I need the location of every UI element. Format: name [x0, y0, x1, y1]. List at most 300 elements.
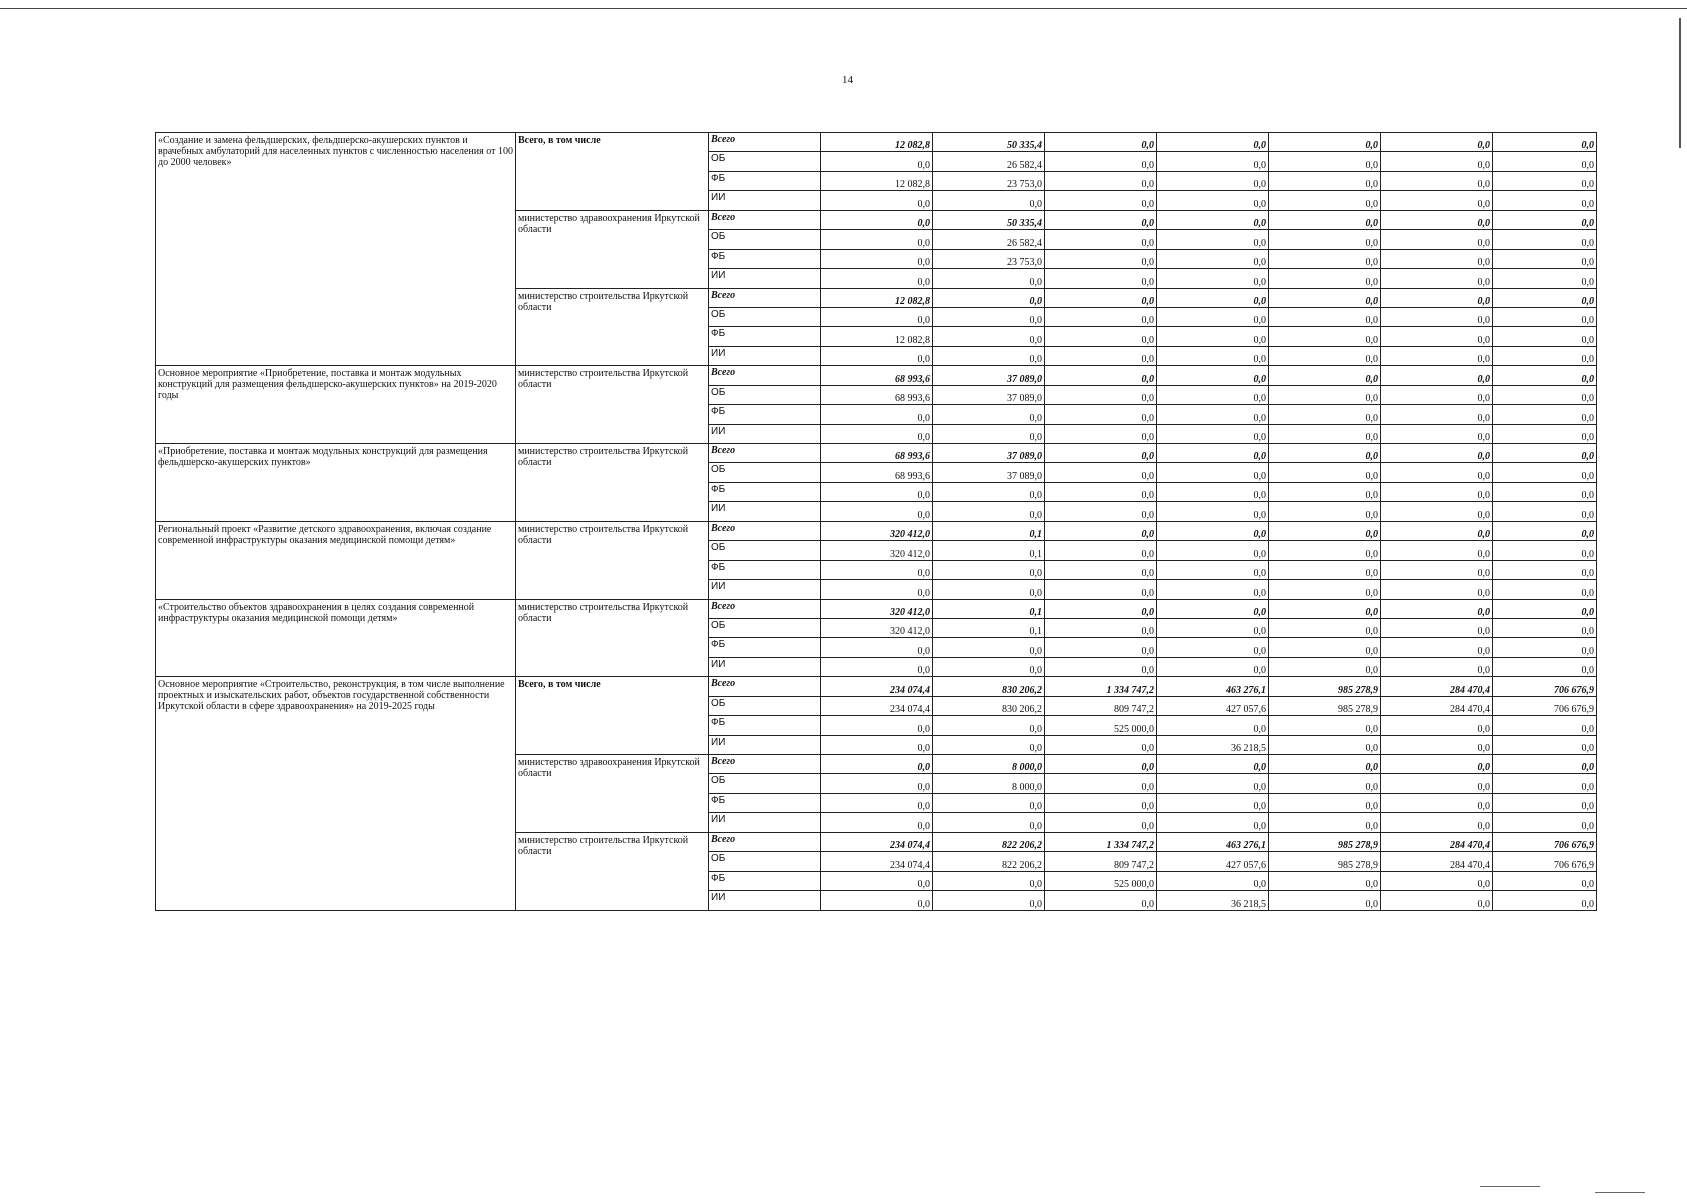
value-cell: 0,0 — [1381, 307, 1493, 326]
value-cell: 320 412,0 — [821, 521, 933, 540]
value-cell: 0,0 — [1493, 366, 1597, 385]
measure-name: Региональный проект «Развитие детского здравоохранения, включая создание современной инфраструктуры оказания медицинской помощи детям» — [156, 521, 516, 599]
value-cell: 0,0 — [1493, 269, 1597, 288]
value-cell: 0,0 — [1269, 230, 1381, 249]
value-cell: 0,0 — [1045, 502, 1157, 521]
value-cell: 0,0 — [1045, 657, 1157, 676]
value-cell: 0,0 — [1381, 230, 1493, 249]
value-cell: 50 335,4 — [933, 133, 1045, 152]
value-cell: 822 206,2 — [933, 852, 1045, 871]
value-cell: 0,0 — [1269, 405, 1381, 424]
value-cell: 0,0 — [1493, 424, 1597, 443]
value-cell: 0,0 — [1045, 793, 1157, 812]
value-cell: 0,0 — [1381, 210, 1493, 229]
scan-right-edge — [1679, 18, 1681, 148]
value-cell: 0,0 — [1493, 230, 1597, 249]
value-cell: 830 206,2 — [933, 677, 1045, 696]
value-cell: 0,0 — [1493, 560, 1597, 579]
value-cell: 0,0 — [933, 657, 1045, 676]
value-cell: 37 089,0 — [933, 444, 1045, 463]
scan-artifact — [1595, 1192, 1645, 1193]
value-cell: 985 278,9 — [1269, 852, 1381, 871]
value-cell: 0,0 — [1381, 793, 1493, 812]
value-cell: 0,0 — [1157, 269, 1269, 288]
value-cell: 0,0 — [1157, 230, 1269, 249]
value-cell: 0,0 — [1269, 444, 1381, 463]
value-cell: 0,0 — [1045, 755, 1157, 774]
executor-cell: министерство здравоохранения Иркутской области — [516, 755, 709, 833]
value-cell: 0,0 — [1269, 502, 1381, 521]
value-cell: 0,0 — [1157, 774, 1269, 793]
value-cell: 0,0 — [1381, 560, 1493, 579]
value-cell: 0,0 — [1157, 307, 1269, 326]
value-cell: 706 676,9 — [1493, 677, 1597, 696]
value-cell: 68 993,6 — [821, 463, 933, 482]
value-cell: 0,0 — [1493, 249, 1597, 268]
value-cell: 0,0 — [1157, 482, 1269, 501]
value-cell: 0,0 — [821, 405, 933, 424]
funding-source: ОБ — [709, 230, 821, 249]
value-cell: 0,0 — [1269, 657, 1381, 676]
value-cell: 0,0 — [1493, 638, 1597, 657]
executor-cell: министерство строительства Иркутской области — [516, 444, 709, 522]
value-cell: 0,0 — [1157, 346, 1269, 365]
value-cell: 0,0 — [933, 482, 1045, 501]
measure-name: «Создание и замена фельдшерских, фельдшерско-акушерских пунктов и врачебных амбулаторий для населенных пунктов с численностью населения от 100 до 2000 человек» — [156, 133, 516, 366]
value-cell: 0,0 — [821, 793, 933, 812]
table-row-total — [156, 599, 1597, 618]
value-cell: 0,0 — [1493, 288, 1597, 307]
value-cell: 0,0 — [933, 793, 1045, 812]
value-cell: 0,0 — [1045, 191, 1157, 210]
value-cell: 37 089,0 — [933, 366, 1045, 385]
value-cell: 0,0 — [821, 638, 933, 657]
value-cell: 0,0 — [821, 871, 933, 890]
value-cell: 0,0 — [1381, 871, 1493, 890]
value-cell: 8 000,0 — [933, 755, 1045, 774]
value-cell: 0,0 — [1269, 463, 1381, 482]
value-cell: 0,0 — [1493, 171, 1597, 190]
value-cell: 0,0 — [1157, 599, 1269, 618]
value-cell: 0,0 — [1381, 424, 1493, 443]
value-cell: 0,0 — [1269, 191, 1381, 210]
value-cell: 0,0 — [1381, 444, 1493, 463]
value-cell: 0,0 — [933, 307, 1045, 326]
value-cell: 0,0 — [1269, 327, 1381, 346]
value-cell: 0,0 — [1045, 269, 1157, 288]
value-cell: 0,0 — [1493, 463, 1597, 482]
value-cell: 0,0 — [1381, 405, 1493, 424]
value-cell: 0,0 — [1381, 618, 1493, 637]
value-cell: 0,0 — [1269, 793, 1381, 812]
value-cell: 0,0 — [1045, 133, 1157, 152]
value-cell: 0,0 — [1045, 424, 1157, 443]
value-cell: 0,0 — [1045, 774, 1157, 793]
value-cell: 0,0 — [1157, 424, 1269, 443]
value-cell: 0,0 — [1381, 346, 1493, 365]
value-cell: 0,0 — [1381, 133, 1493, 152]
value-cell: 706 676,9 — [1493, 696, 1597, 715]
scan-artifact — [1480, 1186, 1540, 1187]
value-cell: 0,0 — [821, 249, 933, 268]
value-cell: 809 747,2 — [1045, 696, 1157, 715]
value-cell: 985 278,9 — [1269, 677, 1381, 696]
value-cell: 0,0 — [821, 230, 933, 249]
value-cell: 0,0 — [1493, 871, 1597, 890]
value-cell: 234 074,4 — [821, 852, 933, 871]
value-cell: 0,0 — [1493, 580, 1597, 599]
funding-source: Всего — [709, 288, 821, 307]
value-cell: 0,0 — [933, 871, 1045, 890]
value-cell: 0,0 — [933, 638, 1045, 657]
value-cell: 0,0 — [821, 210, 933, 229]
measure-name: Основное мероприятие «Приобретение, поставка и монтаж модульных конструкций для размещения фельдшерско-акушерских пунктов» на 2019-2020 годы — [156, 366, 516, 444]
value-cell: 0,0 — [1493, 444, 1597, 463]
value-cell: 0,0 — [1157, 813, 1269, 832]
value-cell: 0,0 — [1157, 133, 1269, 152]
value-cell: 234 074,4 — [821, 696, 933, 715]
value-cell: 0,0 — [933, 288, 1045, 307]
value-cell: 0,0 — [1269, 152, 1381, 171]
value-cell: 0,0 — [1381, 891, 1493, 910]
value-cell: 0,0 — [1269, 307, 1381, 326]
value-cell: 0,0 — [1157, 288, 1269, 307]
value-cell: 0,0 — [821, 716, 933, 735]
value-cell: 0,0 — [1493, 502, 1597, 521]
value-cell: 0,0 — [821, 424, 933, 443]
funding-source: ФБ — [709, 327, 821, 346]
executor-cell: министерство строительства Иркутской области — [516, 832, 709, 910]
value-cell: 0,0 — [821, 346, 933, 365]
value-cell: 0,0 — [933, 346, 1045, 365]
value-cell: 0,0 — [1381, 152, 1493, 171]
value-cell: 0,0 — [1157, 366, 1269, 385]
value-cell: 36 218,5 — [1157, 735, 1269, 754]
value-cell: 0,0 — [1493, 891, 1597, 910]
table-row-total — [156, 677, 1597, 696]
value-cell: 0,0 — [1269, 482, 1381, 501]
budget-table — [155, 132, 1597, 911]
value-cell: 0,0 — [1269, 813, 1381, 832]
value-cell: 0,0 — [1493, 152, 1597, 171]
funding-source: ОБ — [709, 385, 821, 404]
funding-source: ФБ — [709, 171, 821, 190]
table-row-total — [156, 444, 1597, 463]
value-cell: 0,0 — [1493, 716, 1597, 735]
value-cell: 985 278,9 — [1269, 696, 1381, 715]
value-cell: 0,0 — [1157, 191, 1269, 210]
value-cell: 0,0 — [1493, 191, 1597, 210]
value-cell: 0,0 — [933, 580, 1045, 599]
value-cell: 0,0 — [821, 891, 933, 910]
funding-source: ФБ — [709, 560, 821, 579]
value-cell: 0,0 — [1157, 405, 1269, 424]
value-cell: 12 082,8 — [821, 288, 933, 307]
value-cell: 37 089,0 — [933, 385, 1045, 404]
value-cell: 0,0 — [1381, 482, 1493, 501]
value-cell: 0,0 — [821, 269, 933, 288]
value-cell: 0,0 — [1493, 346, 1597, 365]
value-cell: 0,0 — [1269, 580, 1381, 599]
value-cell: 0,0 — [1269, 269, 1381, 288]
value-cell: 0,0 — [1381, 755, 1493, 774]
value-cell: 0,0 — [1381, 541, 1493, 560]
value-cell: 0,0 — [1381, 463, 1493, 482]
executor-cell: Всего, в том числе — [516, 677, 709, 755]
value-cell: 0,0 — [1157, 171, 1269, 190]
value-cell: 1 334 747,2 — [1045, 832, 1157, 851]
value-cell: 0,0 — [1157, 210, 1269, 229]
value-cell: 0,0 — [1045, 210, 1157, 229]
value-cell: 0,0 — [1045, 482, 1157, 501]
funding-source: ИИ — [709, 346, 821, 365]
value-cell: 0,0 — [1269, 210, 1381, 229]
value-cell: 0,0 — [1045, 521, 1157, 540]
funding-source: ФБ — [709, 482, 821, 501]
value-cell: 284 470,4 — [1381, 852, 1493, 871]
value-cell: 0,0 — [1493, 735, 1597, 754]
value-cell: 320 412,0 — [821, 618, 933, 637]
funding-source: ОБ — [709, 618, 821, 637]
value-cell: 8 000,0 — [933, 774, 1045, 793]
value-cell: 320 412,0 — [821, 541, 933, 560]
value-cell: 0,0 — [1269, 541, 1381, 560]
executor-cell: министерство строительства Иркутской области — [516, 521, 709, 599]
value-cell: 0,0 — [1493, 482, 1597, 501]
value-cell: 0,0 — [1269, 521, 1381, 540]
funding-source: ИИ — [709, 891, 821, 910]
value-cell: 0,0 — [1493, 599, 1597, 618]
value-cell: 0,0 — [1269, 249, 1381, 268]
value-cell: 0,0 — [1045, 288, 1157, 307]
value-cell: 0,0 — [1269, 638, 1381, 657]
funding-source: ОБ — [709, 307, 821, 326]
value-cell: 68 993,6 — [821, 444, 933, 463]
value-cell: 0,0 — [1157, 580, 1269, 599]
funding-source: ФБ — [709, 249, 821, 268]
value-cell: 706 676,9 — [1493, 832, 1597, 851]
value-cell: 0,0 — [1045, 249, 1157, 268]
value-cell: 0,0 — [1045, 307, 1157, 326]
value-cell: 0,0 — [821, 482, 933, 501]
value-cell: 0,0 — [821, 735, 933, 754]
value-cell: 1 334 747,2 — [1045, 677, 1157, 696]
value-cell: 0,0 — [1493, 405, 1597, 424]
value-cell: 0,0 — [1045, 346, 1157, 365]
value-cell: 0,0 — [821, 307, 933, 326]
value-cell: 0,0 — [821, 580, 933, 599]
value-cell: 284 470,4 — [1381, 696, 1493, 715]
value-cell: 0,0 — [1045, 405, 1157, 424]
funding-source: ОБ — [709, 541, 821, 560]
executor-cell: министерство строительства Иркутской области — [516, 599, 709, 677]
page-number: 14 — [842, 74, 853, 86]
measure-name: «Приобретение, поставка и монтаж модульных конструкций для размещения фельдшерско-акушерских пунктов» — [156, 444, 516, 522]
value-cell: 0,0 — [1493, 774, 1597, 793]
value-cell: 463 276,1 — [1157, 677, 1269, 696]
value-cell: 0,0 — [933, 424, 1045, 443]
executor-cell: Всего, в том числе — [516, 133, 709, 211]
value-cell: 284 470,4 — [1381, 832, 1493, 851]
funding-source: Всего — [709, 677, 821, 696]
value-cell: 0,1 — [933, 521, 1045, 540]
value-cell: 0,0 — [1157, 327, 1269, 346]
value-cell: 0,0 — [933, 327, 1045, 346]
value-cell: 0,0 — [821, 560, 933, 579]
value-cell: 525 000,0 — [1045, 716, 1157, 735]
executor-cell: министерство здравоохранения Иркутской области — [516, 210, 709, 288]
funding-source: ОБ — [709, 696, 821, 715]
value-cell: 0,0 — [1381, 735, 1493, 754]
value-cell: 23 753,0 — [933, 171, 1045, 190]
value-cell: 0,0 — [1269, 774, 1381, 793]
funding-source: Всего — [709, 755, 821, 774]
value-cell: 0,0 — [1269, 133, 1381, 152]
value-cell: 0,0 — [1381, 171, 1493, 190]
funding-source: ФБ — [709, 638, 821, 657]
value-cell: 12 082,8 — [821, 171, 933, 190]
value-cell: 0,0 — [933, 269, 1045, 288]
funding-source: ИИ — [709, 269, 821, 288]
value-cell: 0,0 — [933, 891, 1045, 910]
funding-source: Всего — [709, 444, 821, 463]
value-cell: 0,0 — [1157, 541, 1269, 560]
value-cell: 830 206,2 — [933, 696, 1045, 715]
value-cell: 427 057,6 — [1157, 852, 1269, 871]
funding-source: ОБ — [709, 774, 821, 793]
value-cell: 0,0 — [821, 657, 933, 676]
table-row-total — [156, 133, 1597, 152]
value-cell: 0,0 — [1493, 133, 1597, 152]
value-cell: 0,0 — [1045, 463, 1157, 482]
funding-source: ОБ — [709, 852, 821, 871]
value-cell: 0,0 — [821, 502, 933, 521]
funding-source: Всего — [709, 366, 821, 385]
value-cell: 36 218,5 — [1157, 891, 1269, 910]
value-cell: 0,0 — [1157, 871, 1269, 890]
value-cell: 0,0 — [1381, 385, 1493, 404]
funding-source: ИИ — [709, 657, 821, 676]
value-cell: 0,0 — [1269, 366, 1381, 385]
value-cell: 0,0 — [1381, 288, 1493, 307]
funding-source: ОБ — [709, 152, 821, 171]
funding-source: ИИ — [709, 191, 821, 210]
value-cell: 0,0 — [1493, 813, 1597, 832]
funding-source: ИИ — [709, 502, 821, 521]
executor-cell: министерство строительства Иркутской области — [516, 288, 709, 366]
value-cell: 0,0 — [933, 191, 1045, 210]
value-cell: 0,0 — [933, 405, 1045, 424]
value-cell: 0,0 — [933, 502, 1045, 521]
value-cell: 0,0 — [1157, 755, 1269, 774]
value-cell: 320 412,0 — [821, 599, 933, 618]
value-cell: 23 753,0 — [933, 249, 1045, 268]
value-cell: 0,0 — [821, 813, 933, 832]
value-cell: 0,0 — [1269, 560, 1381, 579]
value-cell: 0,0 — [1157, 657, 1269, 676]
value-cell: 0,0 — [1157, 152, 1269, 171]
value-cell: 0,0 — [1157, 502, 1269, 521]
value-cell: 0,0 — [1381, 327, 1493, 346]
value-cell: 0,0 — [1157, 716, 1269, 735]
value-cell: 0,0 — [1269, 735, 1381, 754]
value-cell: 0,0 — [1381, 774, 1493, 793]
value-cell: 0,0 — [1269, 599, 1381, 618]
value-cell: 0,0 — [1045, 327, 1157, 346]
funding-source: ИИ — [709, 735, 821, 754]
value-cell: 0,0 — [1493, 755, 1597, 774]
value-cell: 0,0 — [1157, 249, 1269, 268]
value-cell: 0,0 — [1493, 618, 1597, 637]
value-cell: 0,0 — [1157, 618, 1269, 637]
funding-source: Всего — [709, 521, 821, 540]
value-cell: 0,0 — [1045, 735, 1157, 754]
value-cell: 0,0 — [1269, 891, 1381, 910]
value-cell: 234 074,4 — [821, 832, 933, 851]
funding-source: ФБ — [709, 871, 821, 890]
value-cell: 0,0 — [1381, 657, 1493, 676]
executor-cell: министерство строительства Иркутской области — [516, 366, 709, 444]
value-cell: 0,0 — [1381, 521, 1493, 540]
value-cell: 0,0 — [821, 774, 933, 793]
value-cell: 0,0 — [1269, 288, 1381, 307]
value-cell: 427 057,6 — [1157, 696, 1269, 715]
value-cell: 26 582,4 — [933, 230, 1045, 249]
value-cell: 0,1 — [933, 541, 1045, 560]
value-cell: 0,0 — [1381, 580, 1493, 599]
value-cell: 0,0 — [1045, 541, 1157, 560]
value-cell: 0,0 — [1381, 599, 1493, 618]
value-cell: 0,0 — [1045, 385, 1157, 404]
value-cell: 0,0 — [1045, 230, 1157, 249]
value-cell: 0,0 — [1269, 755, 1381, 774]
value-cell: 0,0 — [1045, 580, 1157, 599]
table-row-total — [156, 521, 1597, 540]
value-cell: 0,0 — [1493, 541, 1597, 560]
value-cell: 809 747,2 — [1045, 852, 1157, 871]
value-cell: 0,0 — [1045, 638, 1157, 657]
value-cell: 0,0 — [1269, 385, 1381, 404]
value-cell: 26 582,4 — [933, 152, 1045, 171]
funding-source: ФБ — [709, 793, 821, 812]
value-cell: 0,0 — [933, 560, 1045, 579]
funding-source: ИИ — [709, 424, 821, 443]
funding-source: ИИ — [709, 580, 821, 599]
value-cell: 0,0 — [1045, 813, 1157, 832]
value-cell: 0,0 — [821, 191, 933, 210]
funding-source: ФБ — [709, 405, 821, 424]
value-cell: 0,0 — [1157, 638, 1269, 657]
value-cell: 0,0 — [1381, 269, 1493, 288]
funding-source: ИИ — [709, 813, 821, 832]
value-cell: 0,0 — [1381, 191, 1493, 210]
value-cell: 0,0 — [1493, 385, 1597, 404]
funding-source: ОБ — [709, 463, 821, 482]
value-cell: 0,0 — [1493, 327, 1597, 346]
value-cell: 68 993,6 — [821, 366, 933, 385]
value-cell: 0,0 — [1269, 424, 1381, 443]
value-cell: 50 335,4 — [933, 210, 1045, 229]
value-cell: 0,0 — [821, 755, 933, 774]
value-cell: 0,1 — [933, 599, 1045, 618]
value-cell: 0,0 — [1045, 171, 1157, 190]
measure-name: Основное мероприятие «Строительство, реконструкция, в том числе выполнение проектных и изыскательских работ, объектов государственной собственности Иркутской области в сфере здравоохранения» на 2019-2025 годы — [156, 677, 516, 910]
value-cell: 284 470,4 — [1381, 677, 1493, 696]
value-cell: 68 993,6 — [821, 385, 933, 404]
value-cell: 0,0 — [1381, 249, 1493, 268]
value-cell: 0,0 — [1045, 599, 1157, 618]
value-cell: 0,0 — [1493, 793, 1597, 812]
